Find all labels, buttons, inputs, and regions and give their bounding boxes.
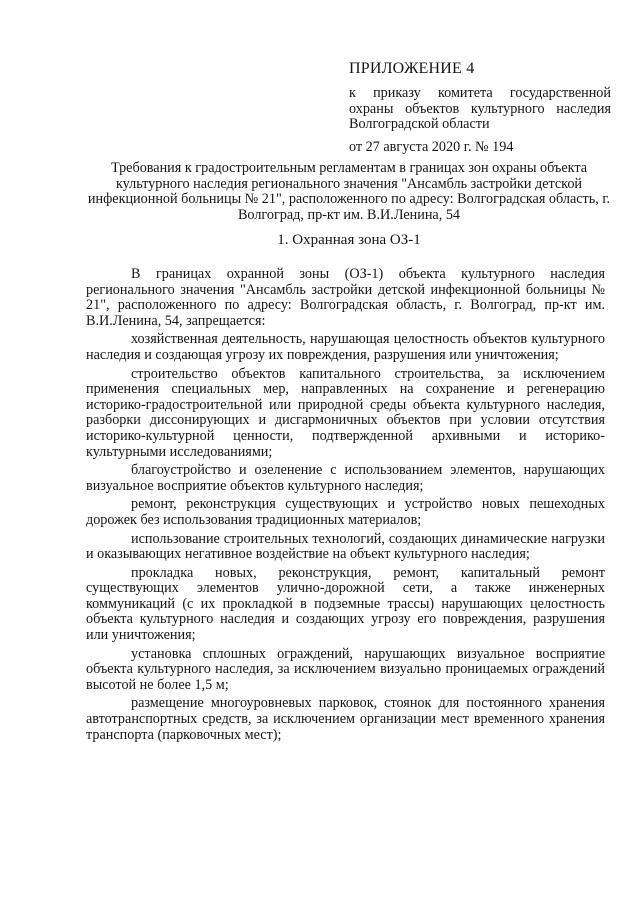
- prohibition-item: строительство объектов капитального строительства, за исключением применения специальных мер, направленных на сохранение и регенерацию историко-градостроительной или природной среды объекта культурного наследия, разборки диссонирующих и дисгармоничных объектов при условии отсутствия историко-культурной ценности, подтвержденной архивными и историко-культурными исследованиями;: [86, 365, 605, 460]
- prohibition-item: установка сплошных ограждений, нарушающих визуальное восприятие объекта культурного наследия, за исключением визуально проницаемых ограждений высотой не более 1,5 м;: [86, 645, 605, 693]
- prohibition-item: хозяйственная деятельность, нарушающая целостность объектов культурного наследия и создающая угрозу их повреждения, разрушения или уничтожения;: [86, 331, 605, 363]
- prohibition-item: размещение многоуровневых парковок, стоянок для постоянного хранения автотранспортных средств, за исключением организации мест временного хранения транспорта (парковочных мест);: [86, 695, 605, 743]
- appendix-order-reference: к приказу комитета государственной охраны объектов культурного наследия Волгоградской области: [349, 85, 611, 132]
- appendix-date-number: от 27 августа 2020 г. № 194: [349, 139, 514, 155]
- section-heading: 1. Охранная зона ОЗ-1: [277, 232, 421, 248]
- prohibition-item: ремонт, реконструкция существующих и устройство новых пешеходных дорожек без использования традиционных материалов;: [86, 496, 605, 528]
- intro-paragraph: В границах охранной зоны (ОЗ-1) объекта культурного наследия регионального значения "Ансамбль застройки детской инфекционной больницы № 21", расположенного по адресу: Волгоградская область, г. Волгоград, пр-кт им. В.И.Ленина, 54, запрещается:: [86, 266, 605, 329]
- prohibition-item: прокладка новых, реконструкция, ремонт, капитальный ремонт существующих элементов улично-дорожной сети, а также инженерных коммуникаций (с их прокладкой в подземные трассы) нарушающих целостность объекта культурного наследия и создающих угрозу его повреждения, разрушения или уничтожения;: [86, 564, 605, 644]
- requirements-title: Требования к градостроительным регламентам в границах зон охраны объекта культурного наследия регионального значения "Ансамбль застройки детской инфекционной больницы № 21", расположенного по адресу: Волгоградская область, г. Волгоград, пр-кт им. В.И.Ленина, 54: [87, 160, 611, 223]
- appendix-title: ПРИЛОЖЕНИЕ 4: [349, 60, 475, 77]
- prohibition-item: использование строительных технологий, создающих динамические нагрузки и оказывающих негативное воздействие на объект культурного наследия;: [86, 530, 605, 563]
- prohibition-item: благоустройство и озеленение с использованием элементов, нарушающих визуальное восприятие объектов культурного наследия;: [86, 462, 605, 494]
- document-body: [86, 267, 605, 746]
